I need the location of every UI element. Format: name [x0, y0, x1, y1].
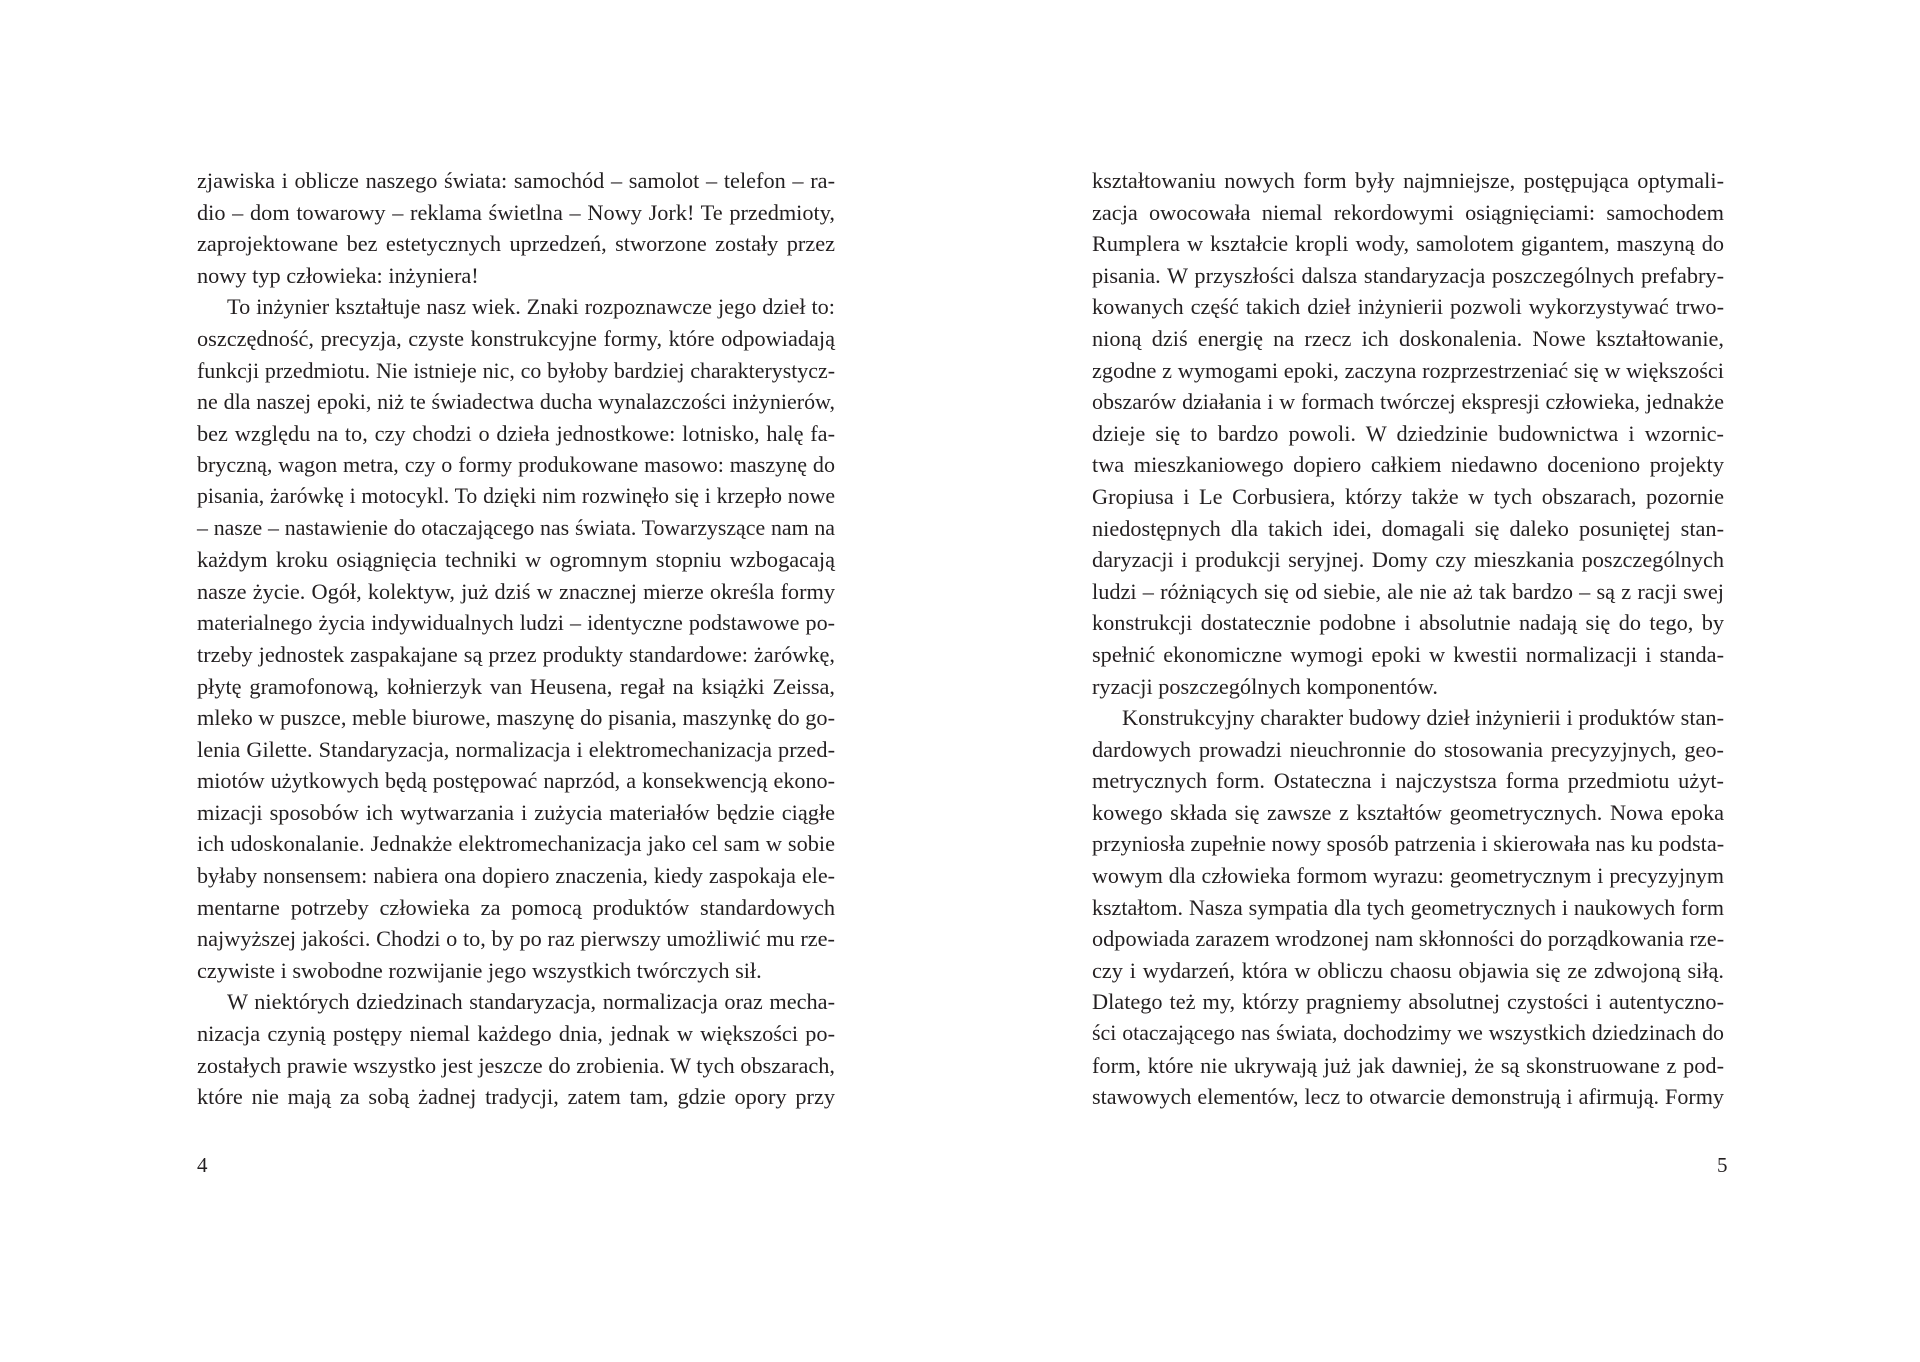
text-line: metrycznych form. Ostateczna i najczystsza forma przedmiotu użyt-: [1092, 768, 1724, 794]
text-line: przyniosła zupełnie nowy sposób patrzenia i skierowała nas ku podsta-: [1092, 831, 1725, 857]
text-line: miotów użytkowych będą postępować naprzód, a konsekwencją ekono-: [197, 768, 835, 794]
text-line: zgodne z wymogami epoki, zaczyna rozprzestrzeniać się w większości: [1092, 357, 1724, 383]
text-line: kształtom. Nasza sympatia dla tych geometrycznych i naukowych form: [1092, 894, 1724, 920]
text-line: Konstrukcyjny charakter budowy dzieł inżynierii i produktów stan-: [1122, 705, 1724, 731]
text-line: odpowiada zarazem wrodzonej nam skłonności do porządkowania rze-: [1092, 926, 1725, 952]
text-line: nasze życie. Ogół, kolektyw, już dziś w znacznej mierze określa formy: [197, 578, 835, 604]
text-line: funkcji przedmiotu. Nie istnieje nic, co byłoby bardziej charakterystycz-: [197, 357, 835, 383]
text-line: czywiste i swobodne rozwijanie jego wszystkich twórczych sił.: [197, 957, 762, 983]
right-page-number: 5: [1717, 1153, 1728, 1177]
text-line: materialnego życia indywidualnych ludzi – identyczne podstawowe po-: [197, 610, 835, 636]
text-line: zacja owocowała niemal rekordowymi osiągnięciami: samochodem: [1092, 199, 1724, 225]
text-line: stawowych elementów, lecz to otwarcie demonstrują i afirmują. Formy: [1092, 1084, 1724, 1110]
text-line: W niektórych dziedzinach standaryzacja, normalizacja oraz mecha-: [227, 989, 835, 1015]
left-page-number: 4: [197, 1153, 208, 1177]
text-line: nowy typ człowieka: inżyniera!: [197, 262, 479, 288]
text-line: Gropiusa i Le Corbusiera, którzy także w tych obszarach, pozornie: [1092, 483, 1724, 509]
text-line: To inżynier kształtuje nasz wiek. Znaki rozpoznawcze jego dzieł to:: [227, 294, 835, 320]
text-line: najwyższej jakości. Chodzi o to, by po raz pierwszy umożliwić mu rze-: [197, 926, 835, 952]
text-line: pisania, żarówkę i motocykl. To dzięki nim rozwinęło się i krzepło nowe: [197, 483, 835, 508]
text-line: lenia Gilette. Standaryzacja, normalizacja i elektromechanizacja przed-: [197, 736, 835, 762]
text-line: Rumplera w kształcie kropli wody, samolotem gigantem, maszyną do: [1092, 231, 1724, 257]
text-line: ich udoskonalanie. Jednakże elektromechanizacja jako cel sam w sobie: [197, 831, 835, 857]
text-line: ludzi – różniących się od siebie, ale nie aż tak bardzo – są z racji swej: [1092, 578, 1724, 604]
text-line: ści otaczającego nas świata, dochodzimy we wszystkich dziedzinach do: [1092, 1021, 1724, 1046]
text-line: płytę gramofonową, kołnierzyk van Heusena, regał na książki Zeissa,: [197, 673, 835, 699]
text-line: – nasze – nastawienie do otaczającego nas świata. Towarzyszące nam na: [197, 515, 835, 540]
text-line: kształtowaniu nowych form były najmniejsze, postępująca optymali-: [1092, 168, 1724, 193]
text-line: nioną dziś energię na rzecz ich doskonalenia. Nowe kształtowanie,: [1092, 325, 1724, 351]
text-line: spełnić ekonomiczne wymogi epoki w kwestii normalizacji i standa-: [1092, 641, 1724, 667]
left-page-body-text: [197, 165, 835, 1113]
text-line: Dlatego też my, którzy pragniemy absolutnej czystości i autentyczno-: [1092, 989, 1724, 1015]
text-line: zaprojektowane bez estetycznych uprzedzeń, stworzone zostały przez: [197, 231, 835, 257]
text-line: dardowych prowadzi nieuchronnie do stosowania precyzyjnych, geo-: [1092, 736, 1724, 762]
text-line: kowego składa się zawsze z kształtów geometrycznych. Nowa epoka: [1092, 799, 1724, 825]
text-line: ryzacji poszczególnych komponentów.: [1092, 673, 1438, 699]
text-line: czy i wydarzeń, która w obliczu chaosu objawia się ze zdwojoną siłą.: [1092, 957, 1724, 983]
text-line: mizacji sposobów ich wytwarzania i zużycia materiałów będzie ciągłe: [197, 799, 835, 825]
text-line: zostałych prawie wszystko jest jeszcze do zrobienia. W tych obszarach,: [197, 1052, 835, 1078]
text-line: bryczną, wagon metra, czy o formy produkowane masowo: maszynę do: [197, 452, 835, 478]
text-line: mleko w puszce, meble biurowe, maszynę do pisania, maszynkę do go-: [197, 705, 835, 731]
text-line: twa mieszkaniowego dopiero całkiem niedawno doceniono projekty: [1092, 452, 1724, 478]
text-line: byłaby nonsensem: nabiera ona dopiero znaczenia, kiedy zaspokaja ele-: [197, 863, 835, 889]
text-line: konstrukcji dostatecznie podobne i absolutnie nadają się do tego, by: [1092, 610, 1724, 636]
text-line: które nie mają za sobą żadnej tradycji, zatem tam, gdzie opory przy: [197, 1084, 835, 1110]
right-page: [960, 0, 1920, 1362]
text-line: daryzacji i produkcji seryjnej. Domy czy mieszkania poszczególnych: [1092, 547, 1724, 573]
text-line: niedostępnych dla takich idei, domagali się daleko posuniętej stan-: [1092, 515, 1724, 541]
text-line: kowanych część takich dzieł inżynierii pozwoli wykorzystywać trwo-: [1092, 294, 1724, 320]
text-line: wowym dla człowieka formom wyrazu: geometrycznym i precyzyjnym: [1092, 863, 1724, 889]
text-line: bez względu na to, czy chodzi o dzieła jednostkowe: lotnisko, halę fa-: [197, 420, 835, 446]
text-line: nizacja czynią postępy niemal każdego dnia, jednak w większości po-: [197, 1021, 835, 1047]
text-line: każdym kroku osiągnięcia techniki w ogromnym stopniu wzbogacają: [197, 547, 835, 573]
text-line: mentarne potrzeby człowieka za pomocą produktów standardowych: [197, 894, 835, 920]
right-page-body-text: [1092, 165, 1724, 1113]
text-line: ne dla naszej epoki, niż te świadectwa ducha wynalazczości inżynierów,: [197, 389, 835, 415]
text-line: trzeby jednostek zaspakajane są przez produkty standardowe: żarówkę,: [197, 641, 835, 667]
text-line: dio – dom towarowy – reklama świetlna – Nowy Jork! Te przedmioty,: [197, 199, 835, 225]
text-line: zjawiska i oblicze naszego świata: samochód – samolot – telefon – ra-: [197, 168, 835, 193]
text-line: obszarów działania i w formach twórczej ekspresji człowieka, jednakże: [1092, 389, 1724, 415]
text-line: dzieje się to bardzo powoli. W dziedzinie budownictwa i wzornic-: [1092, 420, 1724, 446]
text-line: oszczędność, precyzja, czyste konstrukcyjne formy, które odpowiadają: [197, 325, 835, 351]
text-line: pisania. W przyszłości dalsza standaryzacja poszczególnych prefabry-: [1092, 262, 1724, 288]
text-line: form, które nie ukrywają już jak dawniej, że są skonstruowane z pod-: [1092, 1052, 1724, 1078]
